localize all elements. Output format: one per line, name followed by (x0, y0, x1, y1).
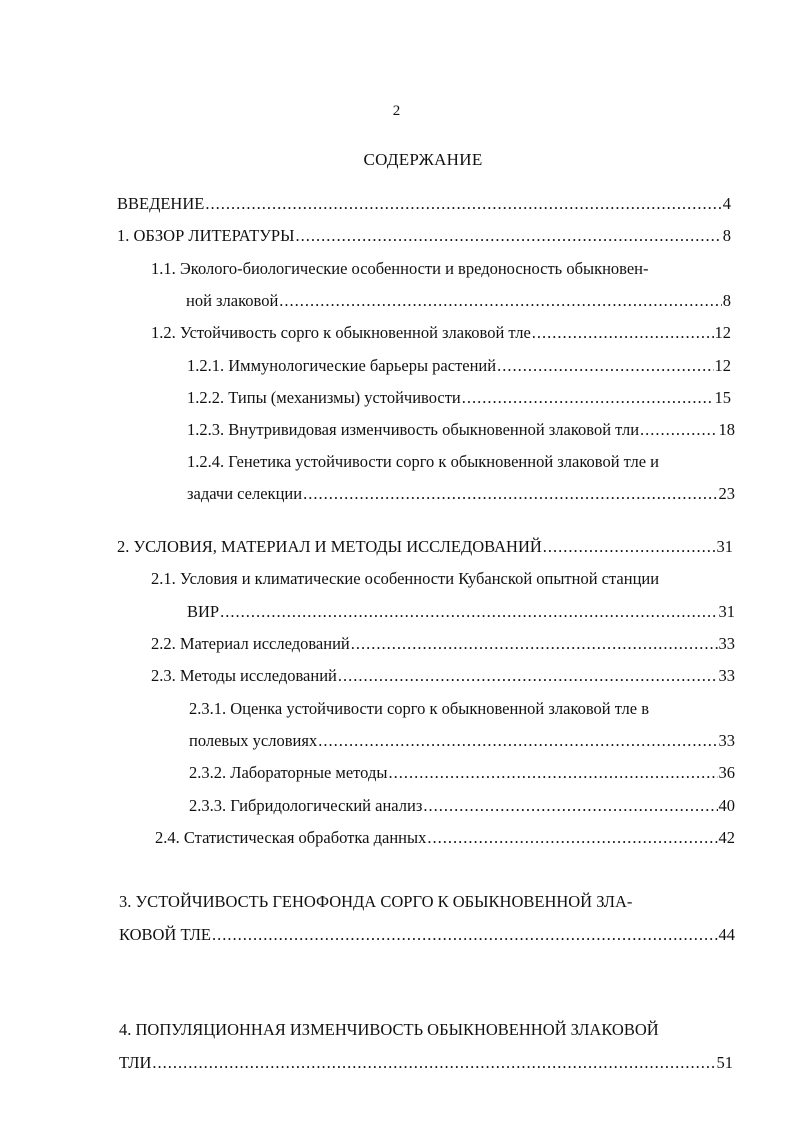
toc-leader (152, 1052, 715, 1074)
toc-entry-2-3-2[interactable] (189, 762, 735, 784)
toc-title: 2.3.3. Гибридологический анализ (189, 796, 423, 815)
toc-entry-2-3-1-line1[interactable]: 2.3.1. Оценка устойчивости сорго к обыкновенной злаковой тле в (189, 699, 650, 718)
toc-leader (205, 193, 721, 215)
toc-page: 36 (718, 763, 735, 782)
toc-leader (220, 601, 717, 623)
toc-title: задачи селекции (187, 484, 303, 503)
toc-page: 18 (718, 420, 735, 439)
toc-leader (497, 355, 713, 377)
toc-entry-2-3-1[interactable] (189, 730, 735, 752)
toc-title: 1.2. Устойчивость сорго к обыкновенной злаковой тле (151, 323, 531, 342)
toc-title: КОВОЙ ТЛЕ (119, 925, 211, 944)
toc-entry-1-2-4[interactable] (187, 483, 735, 505)
toc-title: 2.3.2. Лабораторные методы (189, 763, 388, 782)
toc-leader (543, 536, 716, 558)
toc-page: 12 (714, 323, 731, 342)
toc-title: полевых условиях (189, 731, 318, 750)
toc-leader (279, 290, 721, 312)
toc-page: 40 (718, 796, 735, 815)
toc-title: ВВЕДЕНИЕ (117, 194, 205, 213)
toc-page: 8 (722, 226, 731, 245)
toc-leader (351, 633, 718, 655)
toc-entry-section-3-line1[interactable]: 3. УСТОЙЧИВОСТЬ ГЕНОФОНДА СОРГО К ОБЫКНОВЕННОЙ ЗЛА- (119, 892, 633, 911)
toc-page: 12 (714, 356, 731, 375)
toc-leader (640, 419, 717, 441)
toc-title: 1.2.3. Внутривидовая изменчивость обыкновенной злаковой тли (187, 420, 640, 439)
toc-entry-1-1-line1[interactable]: 1.1. Эколого-биологические особенности и вредоносность обыкновен- (151, 259, 649, 278)
toc-leader (427, 827, 717, 849)
toc-page: 42 (718, 828, 735, 847)
toc-entry-intro[interactable] (117, 193, 731, 215)
toc-title: ВИР (187, 602, 220, 621)
toc-entry-1-2-4-line1[interactable]: 1.2.4. Генетика устойчивости сорго к обыкновенной злаковой тле и (187, 452, 659, 471)
toc-entry-section-4[interactable] (119, 1052, 733, 1074)
toc-page: 23 (718, 484, 735, 503)
toc-leader (318, 730, 717, 752)
toc-entry-2-1-line1[interactable]: 2.1. Условия и климатические особенности Кубанской опытной станции (151, 569, 660, 588)
toc-entry-section-2[interactable] (117, 536, 733, 558)
toc-entry-2-3[interactable] (151, 665, 735, 687)
toc-title: ной злаковой (186, 291, 279, 310)
toc-title: 2.2. Материал исследований (151, 634, 350, 653)
toc-entry-1-2[interactable] (151, 322, 731, 344)
toc-title: ТЛИ (119, 1053, 152, 1072)
toc-entry-2-4[interactable] (155, 827, 735, 849)
toc-entry-1-2-1[interactable] (187, 355, 731, 377)
toc-page: 4 (722, 194, 731, 213)
toc-entry-section-4-line1[interactable]: 4. ПОПУЛЯЦИОННАЯ ИЗМЕНЧИВОСТЬ ОБЫКНОВЕННОЙ ЗЛАКОВОЙ (119, 1020, 659, 1039)
toc-page: 33 (718, 666, 735, 685)
toc-page: 51 (716, 1053, 733, 1072)
page-number: 2 (392, 103, 401, 119)
toc-page: 15 (714, 388, 731, 407)
toc-leader (388, 762, 717, 784)
toc-leader (338, 665, 718, 687)
toc-page: 44 (718, 925, 735, 944)
toc-entry-section-1[interactable] (117, 225, 731, 247)
toc-page: 33 (718, 634, 735, 653)
toc-entry-2-3-3[interactable] (189, 795, 735, 817)
toc-title: 1. ОБЗОР ЛИТЕРАТУРЫ (117, 226, 295, 245)
toc-title: 2.4. Статистическая обработка данных (155, 828, 427, 847)
toc-entry-2-1[interactable] (187, 601, 735, 623)
toc-page: 33 (718, 731, 735, 750)
toc-title: 2. УСЛОВИЯ, МАТЕРИАЛ И МЕТОДЫ ИССЛЕДОВАНИЙ (117, 537, 542, 556)
toc-page: 31 (716, 537, 733, 556)
toc-leader (532, 322, 714, 344)
toc-leader (296, 225, 722, 247)
toc-page: 31 (718, 602, 735, 621)
toc-leader (423, 795, 717, 817)
toc-entry-1-2-3[interactable] (187, 419, 735, 441)
toc-entry-1-1[interactable] (186, 290, 731, 312)
toc-title: 1.2.1. Иммунологические барьеры растений (187, 356, 497, 375)
toc-entry-2-2[interactable] (151, 633, 735, 655)
toc-leader (462, 387, 714, 409)
toc-page: 8 (722, 291, 731, 310)
toc-title: 1.2.2. Типы (механизмы) устойчивости (187, 388, 461, 407)
toc-entry-1-2-2[interactable] (187, 387, 731, 409)
toc-leader (303, 483, 717, 505)
page-title: СОДЕРЖАНИЕ (363, 150, 483, 169)
toc-leader (212, 924, 718, 946)
toc-entry-section-3[interactable] (119, 924, 735, 946)
toc-title: 2.3. Методы исследований (151, 666, 337, 685)
